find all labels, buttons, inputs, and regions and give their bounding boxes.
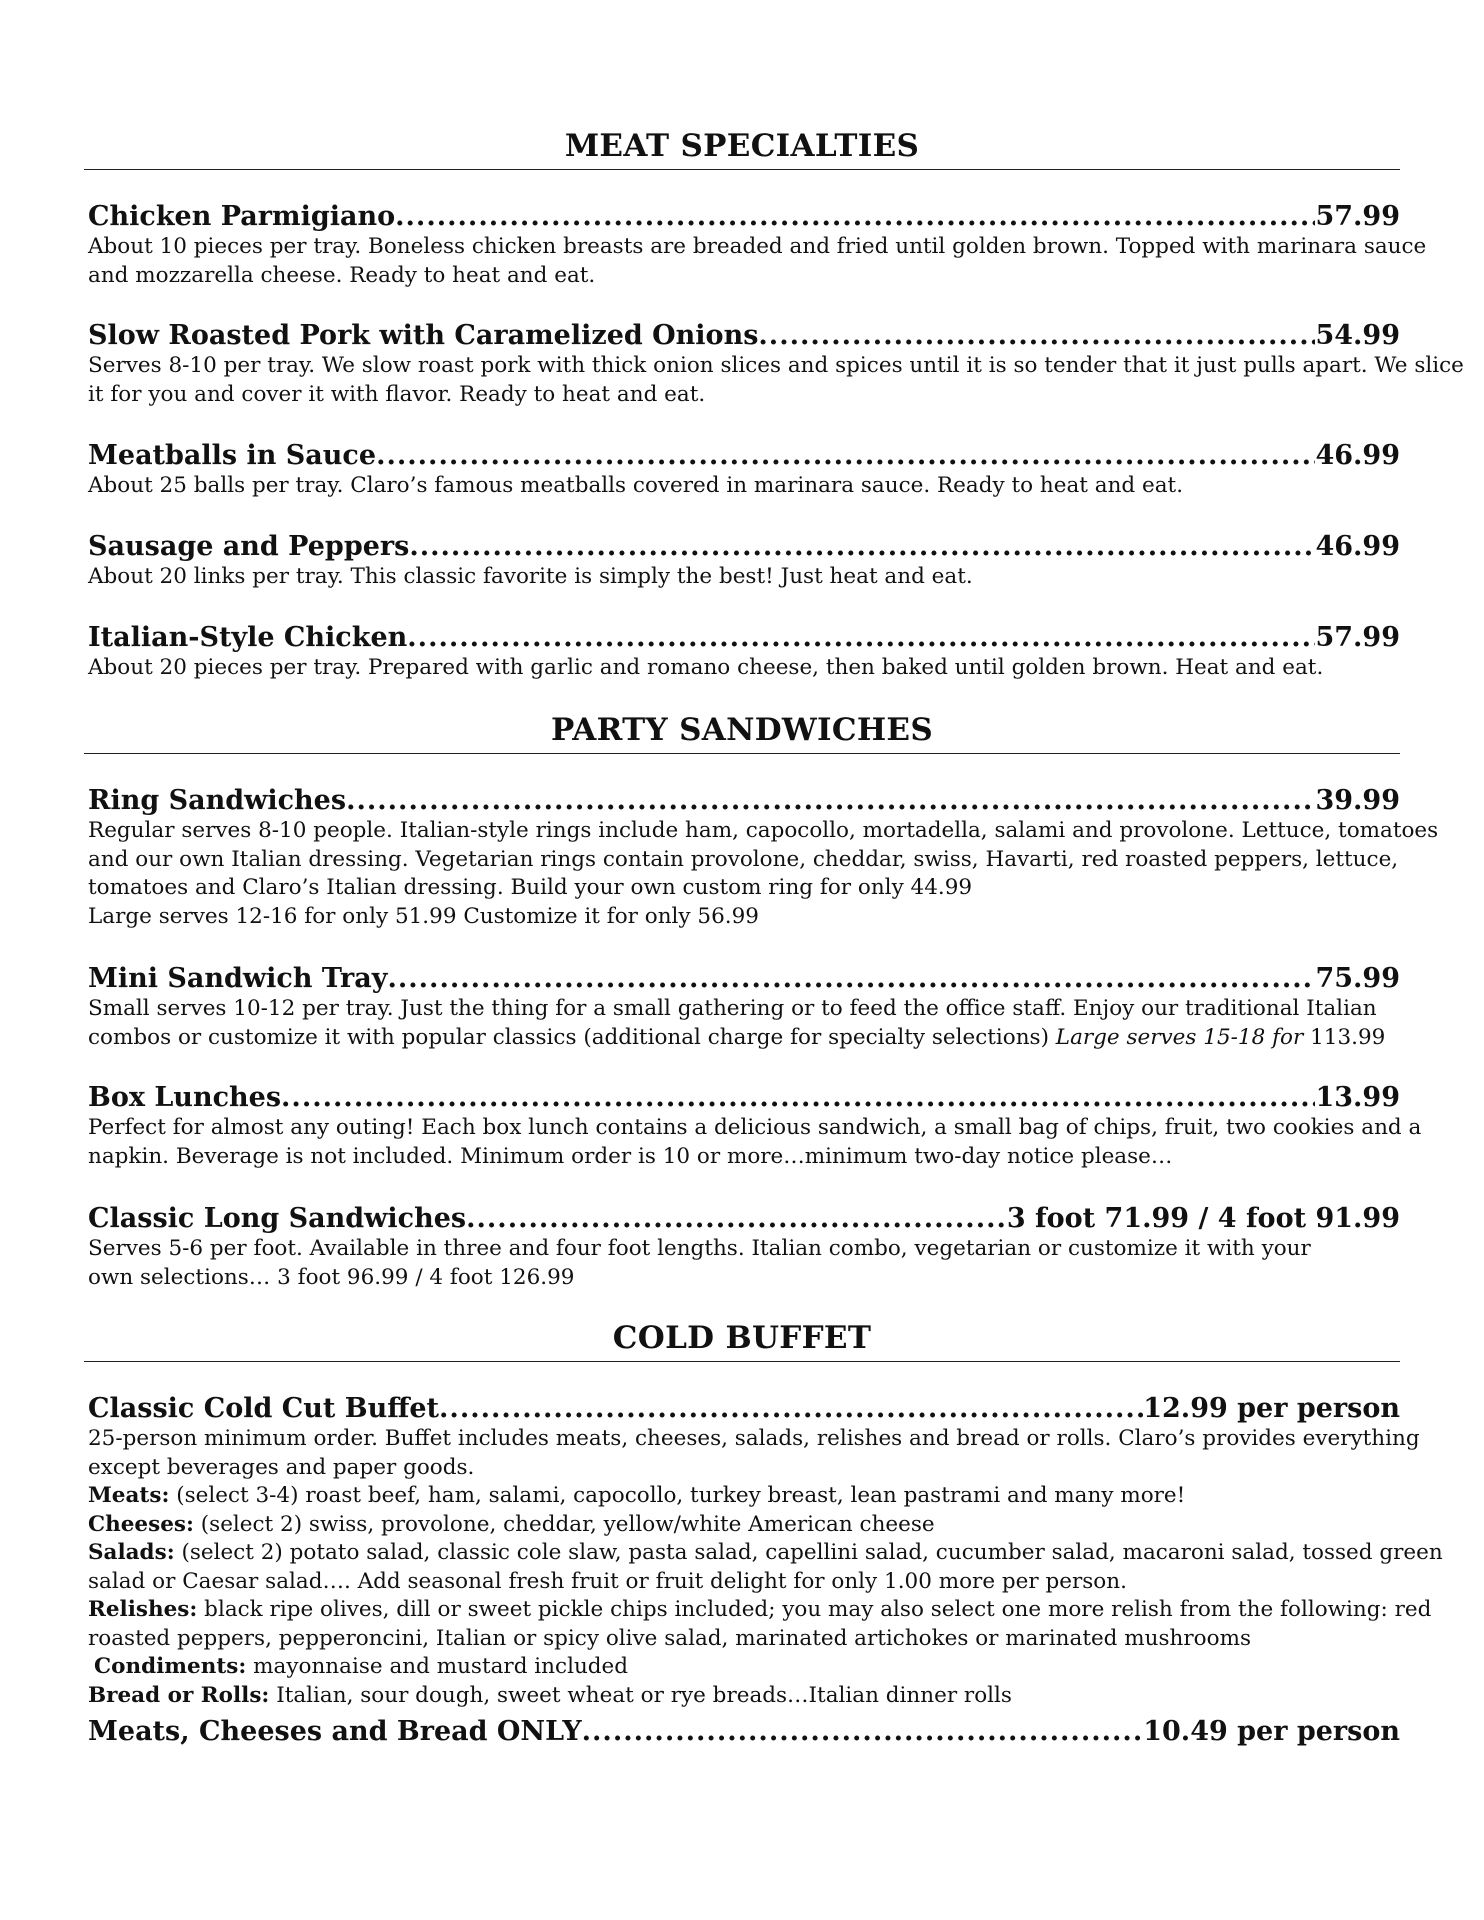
- item-description: Regular serves 8-10 people. Italian-style rings include ham, capocollo, mortadella, salami and provolone. Lettuce, tomatoes: [88, 818, 1439, 843]
- item-description: About 20 links per tray. This classic favorite is simply the best! Just heat and eat.: [88, 564, 973, 589]
- item-price: 57.99: [1315, 201, 1400, 232]
- section-title-cold-buffet: COLD BUFFET: [612, 1320, 872, 1356]
- dot-leader: [582, 1716, 1144, 1748]
- item-name: Meats, Cheeses and Bread ONLY: [88, 1716, 582, 1747]
- item-description: tomatoes and Claro’s Italian dressing. Build your own custom ring for only 44.99: [88, 875, 973, 900]
- menu-item-meatballs-in-sauce: [88, 440, 1400, 501]
- item-description: it for you and cover it with flavor. Ready to heat and eat.: [88, 381, 706, 407]
- item-description: About 10 pieces per tray. Boneless chicken breasts are breaded and fried until golden brown. Topped with marinara sauce: [88, 234, 1427, 259]
- menu-item-classic-cold-cut-buffet: [88, 1393, 1443, 1710]
- dot-leader: [758, 320, 1315, 352]
- menu-item-slow-roasted-pork: [88, 320, 1464, 409]
- buffet-salads: Salads: (select 2) potato salad, classic cole slaw, pasta salad, capellini salad, cucumber salad, macaroni salad, tossed green: [88, 1540, 1443, 1565]
- buffet-salads-cont: salad or Caesar salad…. Add seasonal fresh fruit or fruit delight for only 1.00 more per person.: [88, 1568, 1127, 1594]
- item-price: 12.99 per person: [1143, 1393, 1400, 1424]
- buffet-label: Bread or Rolls:: [88, 1682, 270, 1708]
- item-price: 46.99: [1315, 531, 1400, 562]
- dot-leader: [466, 1203, 1007, 1235]
- section-divider: [84, 1361, 1400, 1362]
- item-price: 57.99: [1315, 622, 1400, 653]
- item-price: 13.99: [1315, 1082, 1400, 1113]
- menu-item-meats-cheeses-bread-only: [88, 1716, 1400, 1748]
- menu-item-sausage-and-peppers: [88, 531, 1400, 592]
- item-name: Ring Sandwiches: [88, 785, 347, 816]
- menu-item-italian-style-chicken: [88, 622, 1400, 683]
- item-name: Slow Roasted Pork with Caramelized Onions: [88, 320, 759, 351]
- item-description: Serves 8-10 per tray. We slow roast pork with thick onion slices and spices until it is so tender that it just pulls apart. We slice: [88, 353, 1464, 378]
- section-divider: [84, 753, 1400, 754]
- item-name: Italian-Style Chicken: [88, 622, 408, 653]
- item-description: Large serves 12-16 for only 51.99 Customize it for only 56.99: [88, 903, 759, 929]
- buffet-condiments: Condiments: mayonnaise and mustard included: [94, 1654, 629, 1679]
- menu-item-mini-sandwich-tray: [88, 963, 1400, 1052]
- item-name: Sausage and Peppers: [88, 531, 410, 562]
- dot-leader: [387, 963, 1315, 995]
- item-name: Box Lunches: [88, 1082, 282, 1113]
- large-size-price: 113.99: [1303, 1024, 1386, 1050]
- menu-item-ring-sandwiches: [88, 785, 1439, 931]
- buffet-relishes-cont: roasted peppers, pepperoncini, Italian or spicy olive salad, marinated artichokes or marinated mushrooms: [88, 1625, 1251, 1651]
- buffet-relishes: Relishes: black ripe olives, dill or sweet pickle chips included; you may also select one more relish from the following: red: [88, 1597, 1432, 1622]
- buffet-cheeses: Cheeses: (select 2) swiss, provolone, cheddar, yellow/white American cheese: [88, 1511, 935, 1537]
- item-price: 54.99: [1315, 320, 1400, 351]
- item-description: own selections… 3 foot 96.99 / 4 foot 126.99: [88, 1264, 575, 1290]
- item-price: 10.49 per person: [1143, 1716, 1400, 1747]
- item-name: Mini Sandwich Tray: [88, 963, 388, 994]
- buffet-label: Relishes:: [88, 1597, 198, 1622]
- menu-item-box-lunches: [88, 1082, 1422, 1171]
- dot-leader: [409, 531, 1315, 563]
- section-title-meat-specialties: MEAT SPECIALTIES: [564, 128, 920, 164]
- item-name: Classic Cold Cut Buffet: [88, 1393, 440, 1424]
- item-name: Classic Long Sandwiches: [88, 1203, 467, 1234]
- item-price: 39.99: [1315, 785, 1400, 816]
- dot-leader: [407, 622, 1315, 654]
- buffet-bread: Bread or Rolls: Italian, sour dough, sweet wheat or rye breads…Italian dinner rolls: [88, 1682, 1012, 1708]
- desc-text: combos or customize it with popular classics (additional charge for specialty selections): [88, 1024, 1056, 1050]
- buffet-meats: Meats: (select 3-4) roast beef, ham, salami, capocollo, turkey breast, lean pastrami and many more!: [88, 1483, 1186, 1508]
- large-size-note: Large serves 15-18 for: [1055, 1024, 1304, 1050]
- item-description: except beverages and paper goods.: [88, 1454, 475, 1480]
- item-description: Perfect for almost any outing! Each box lunch contains a delicious sandwich, a small bag of chips, fruit, two cookies and a: [88, 1115, 1422, 1140]
- dot-leader: [439, 1393, 1143, 1425]
- section-divider: [84, 169, 1400, 170]
- section-title-party-sandwiches: PARTY SANDWICHES: [550, 712, 934, 748]
- menu-item-chicken-parmigiano: [88, 201, 1427, 290]
- item-description: napkin. Beverage is not included. Minimum order is 10 or more…minimum two-day notice please…: [88, 1143, 1173, 1169]
- dot-leader: [376, 440, 1315, 472]
- item-description: Serves 5-6 per foot. Available in three and four foot lengths. Italian combo, vegetarian or customize it with your: [88, 1236, 1311, 1261]
- item-description: [88, 1024, 1400, 1053]
- item-description: 25-person minimum order. Buffet includes meats, cheeses, salads, relishes and bread or rolls. Claro’s provides everything: [88, 1426, 1420, 1451]
- buffet-label: Condiments:: [94, 1654, 247, 1679]
- item-description: and our own Italian dressing. Vegetarian rings contain provolone, cheddar, swiss, Havarti, red roasted peppers, lettuce,: [88, 846, 1399, 872]
- dot-leader: [346, 785, 1315, 817]
- buffet-label: Salads:: [88, 1540, 175, 1565]
- menu-item-classic-long-sandwiches: [88, 1203, 1400, 1292]
- item-description: Small serves 10-12 per tray. Just the thing for a small gathering or to feed the office staff. Enjoy our traditional Italian: [88, 996, 1377, 1021]
- item-description: About 20 pieces per tray. Prepared with garlic and romano cheese, then baked until golden brown. Heat and eat.: [88, 655, 1324, 680]
- item-price: 46.99: [1315, 440, 1400, 471]
- buffet-label: Meats:: [88, 1483, 170, 1508]
- dot-leader: [281, 1082, 1315, 1114]
- item-price: 3 foot 71.99 / 4 foot 91.99: [1006, 1203, 1400, 1234]
- item-description: About 25 balls per tray. Claro’s famous meatballs covered in marinara sauce. Ready to heat and eat.: [88, 473, 1184, 498]
- item-name: Chicken Parmigiano: [88, 201, 396, 232]
- item-name: Meatballs in Sauce: [88, 440, 377, 471]
- buffet-label: Cheeses:: [88, 1511, 194, 1537]
- dot-leader: [395, 201, 1315, 233]
- item-description: and mozzarella cheese. Ready to heat and eat.: [88, 262, 596, 288]
- item-price: 75.99: [1315, 963, 1400, 994]
